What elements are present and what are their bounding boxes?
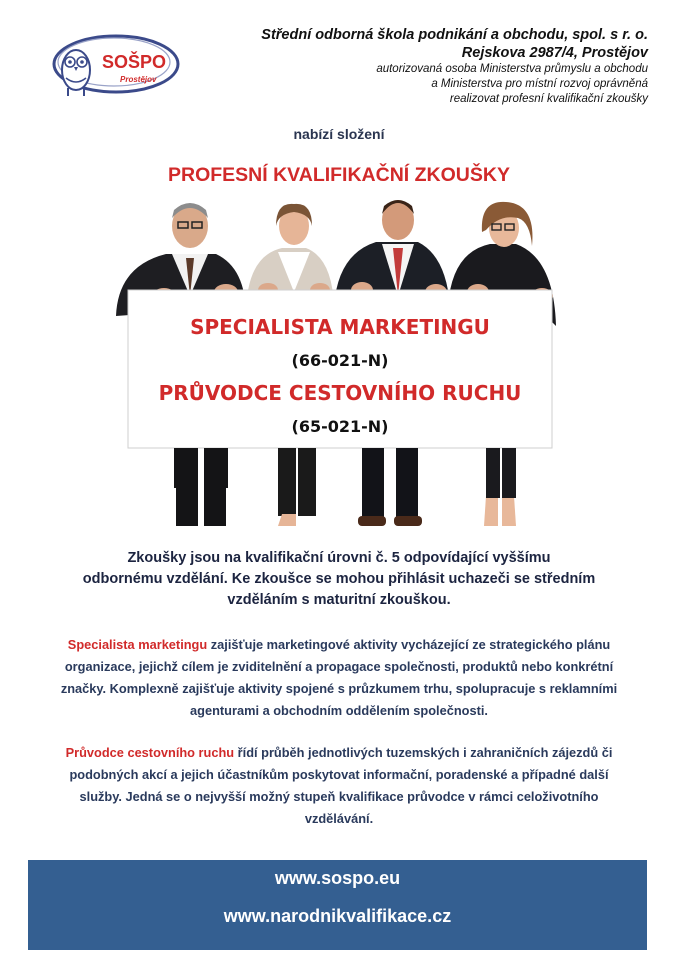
footer-band (28, 860, 647, 950)
tour-guide-paragraph (36, 742, 642, 830)
intro-line: odbornému vzdělání. Ke zkoušce se mohou přihlásit uchazeči se středním (82, 571, 596, 587)
paragraph-line: služby. Jedná se o nejvyšší možný stupeň kvalifikace průvodce v rámci celoživotního (79, 789, 599, 804)
paragraph-line (36, 742, 642, 764)
school-logo (46, 24, 180, 104)
paragraph-line: agenturami a obchodním oddělením společnosti. (190, 703, 488, 718)
authorization-line-3: realizovat profesní kvalifikační zkoušky (449, 93, 648, 105)
paragraph-line (36, 634, 642, 656)
intro-line: Zkoušky jsou na kvalifikační úrovni č. 5 odpovídající vyššímu (127, 550, 551, 566)
marketing-specialist-term: Specialista marketingu (67, 637, 208, 652)
marketing-specialist-paragraph (36, 634, 642, 722)
authorization-line-1: autorizovaná osoba Ministerstva průmyslu a obchodu (376, 63, 648, 75)
school-name: Střední odborná škola podnikání a obchodu, spol. s r. o. (261, 27, 648, 43)
paragraph-line: podobných akcí a jejich účastníkům poskytovat informační, poradenské a případné další (69, 767, 609, 782)
sign-line-4: (65-021-N) (291, 417, 389, 436)
people-holding-sign-photo (106, 196, 576, 528)
intro-paragraph (60, 548, 618, 611)
logo-place: Prostějov (120, 75, 157, 84)
offers-text: nabízí složení (293, 126, 385, 142)
paragraph-line-rest: zajišťuje marketingové aktivity vycházející ze strategického plánu (207, 637, 611, 652)
logo-name: SOŠPO (102, 52, 167, 72)
paragraph-line: vzdělávání. (304, 811, 374, 826)
sign-line-1: SPECIALISTA MARKETINGU (190, 315, 490, 339)
paragraph-line-rest: řídí průběh jednotlivých tuzemských i zahraničních zájezdů či (234, 745, 613, 760)
tour-guide-term: Průvodce cestovního ruchu (65, 745, 235, 760)
authorization-line-2: a Ministerstva pro místní rozvoj oprávněná (431, 78, 648, 90)
school-address: Rejskova 2987/4, Prostějov (461, 45, 648, 61)
paragraph-line: organizace, jejichž cílem je zviditelnění a propagace společnosti, produktů nebo konkrétní (64, 659, 614, 674)
intro-line: vzděláním s maturitní zkouškou. (227, 592, 451, 608)
sign-line-2: (66-021-N) (291, 351, 389, 370)
sign-line-3: PRŮVODCE CESTOVNÍHO RUCHU (158, 381, 522, 405)
narodnikvalifikace-link[interactable]: www.narodnikvalifikace.cz (223, 906, 452, 926)
paragraph-line: značky. Komplexně zajišťuje aktivity spojené s průzkumem trhu, spolupracuje s reklamními (60, 681, 618, 696)
main-title: PROFESNÍ KVALIFIKAČNÍ ZKOUŠKY (168, 164, 510, 186)
school-header (261, 26, 648, 107)
sospo-link[interactable]: www.sospo.eu (274, 868, 401, 888)
